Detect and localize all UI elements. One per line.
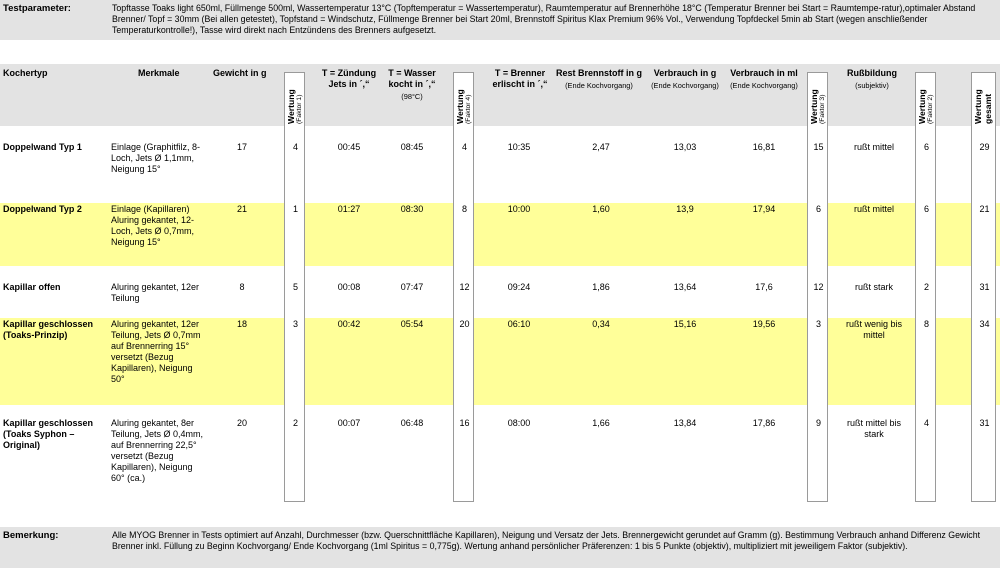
- row-wertung-f3: 3: [815, 319, 821, 329]
- row-wertung-f3: 9: [815, 418, 821, 428]
- header-kochertyp: Kochertyp: [3, 68, 48, 78]
- header-russbildung-sub: (subjektiv): [855, 81, 889, 90]
- row-merkmale: Einlage (Graphitfilz, 8-Loch, Jets Ø 1,1mm, Neigung 15°: [111, 142, 201, 174]
- header-rest-sub: (Ende Kochvorgang): [565, 81, 633, 90]
- row-wertung-f1: 2: [292, 418, 298, 428]
- row-zuendung: 00:07: [337, 418, 361, 428]
- row-wasser: 06:48: [400, 418, 424, 428]
- test-parameters-band: [0, 0, 1000, 40]
- header-russbildung: Rußbildung (subjektiv): [832, 68, 912, 90]
- row-wertung-f1: 5: [292, 282, 298, 292]
- row-rest: 2,47: [592, 142, 610, 152]
- header-verbrauch-g-sub: (Ende Kochvorgang): [651, 81, 719, 90]
- row-rest: 1,86: [592, 282, 610, 292]
- test-parameters-label: Testparameter:: [3, 3, 71, 14]
- row-wasser: 08:45: [400, 142, 424, 152]
- test-parameters-text: Topftasse Toaks light 650ml, Füllmenge 500ml, Wassertemperatur 13°C (Topftemperatur = Wassertemperatur), Raumtemperatur auf Brennerhöhe 18°C (Temperatur Brenner bei Start = Raumtempe-ratur),optimaler Abstand Brenner/ Topf = 30mm (Bei allen getestet), Topfstand = Windschutz, Füllmenge Brenner bei Start 20ml, Brennstoff Spiritus Klax Premium 96% Vol., Verwendung Topfdeckel 5min ab Start (wegen anschließender Temperaturkontrolle!), Tasse wird direkt nach Entzündens des Brenners aufgesetzt.: [112, 3, 976, 35]
- row-zuendung: 00:42: [337, 319, 361, 329]
- row-wertung-f1: 1: [292, 204, 298, 214]
- row-wasser: 07:47: [400, 282, 424, 292]
- row-erlischt: 06:10: [507, 319, 531, 329]
- row-wertung-f1: 3: [292, 319, 298, 329]
- row-wertung-f4: 12: [459, 282, 470, 292]
- remarks-band: [0, 527, 1000, 568]
- row-zuendung: 00:45: [337, 142, 361, 152]
- row-gesamt: 31: [979, 282, 990, 292]
- header-wasser-sub: (98°C): [401, 92, 423, 101]
- row-name: Kapillar offen: [3, 282, 61, 292]
- row-merkmale: Aluring gekantet, 8er Teilung, Jets Ø 0,4mm, auf Brennerring 22,5° versetzt (Bezug Kapillaren), Neigung 60° (ca.): [111, 418, 204, 483]
- row-zuendung: 00:08: [337, 282, 361, 292]
- row-wertung-f2: 8: [923, 319, 929, 329]
- row-rest: 0,34: [592, 319, 610, 329]
- row-name: Doppelwand Typ 1: [3, 142, 82, 152]
- row-russbildung: rußt mittel bis stark: [846, 418, 901, 439]
- row-gewicht: 20: [236, 418, 247, 428]
- row-wertung-f3: 6: [815, 204, 821, 214]
- row-verbrauch-ml: 19,56: [752, 319, 776, 329]
- row-wasser: 08:30: [400, 204, 424, 214]
- header-erlischt: T = Brenner erlischt in ´,“: [492, 68, 548, 89]
- row-wertung-f2: 4: [923, 418, 929, 428]
- row-verbrauch-g: 13,03: [673, 142, 697, 152]
- header-rest: Rest Brennstoff in g (Ende Kochvorgang): [556, 68, 643, 90]
- row-gewicht: 21: [236, 204, 247, 214]
- row-wertung-f3: 12: [813, 282, 824, 292]
- row-rest: 1,60: [592, 204, 610, 214]
- row-gesamt: 21: [979, 204, 990, 214]
- row-erlischt: 10:35: [507, 142, 531, 152]
- row-wertung-f2: 6: [923, 142, 929, 152]
- row-russbildung: rußt wenig bis mittel: [845, 319, 903, 340]
- header-verbrauch-ml: Verbrauch in ml (Ende Kochvorgang): [724, 68, 804, 90]
- row-gesamt: 31: [979, 418, 990, 428]
- row-name: Doppelwand Typ 2: [3, 204, 82, 214]
- row-wertung-f4: 20: [459, 319, 470, 329]
- row-wertung-f2: 6: [923, 204, 929, 214]
- remarks-label: Bemerkung:: [3, 530, 59, 541]
- row-russbildung: rußt mittel: [853, 204, 894, 214]
- row-merkmale: Aluring gekantet, 12er Teilung, Jets Ø 0,7mm auf Brennerring 15° versetzt (Bezug Kapillaren), Neigung 50°: [111, 319, 201, 384]
- row-wertung-f2: 2: [923, 282, 929, 292]
- row-merkmale: Einlage (Kapillaren) Aluring gekantet, 12-Loch, Jets Ø 0,7mm, Neigung 15°: [111, 204, 195, 247]
- row-verbrauch-g: 13,84: [673, 418, 697, 428]
- row-verbrauch-g: 13,64: [673, 282, 697, 292]
- header-verbrauch-ml-sub: (Ende Kochvorgang): [730, 81, 798, 90]
- header-zuendung: T = Zündung Jets in ´,“: [321, 68, 377, 89]
- row-wertung-f4: 16: [459, 418, 470, 428]
- row-name: Kapillar geschlossen (Toaks-Prinzip): [3, 319, 94, 340]
- row-wertung-f1: 4: [292, 142, 298, 152]
- remarks-text: Alle MYOG Brenner in Tests optimiert auf Anzahl, Durchmesser (bzw. Querschnittfläche Kapillaren), Neigung und Versatz der Jets. Brennergewicht gerundet auf Gramm (g). Bestimmung Verbrauch anhand Differenz Gewicht Brenner inkl. Füllung zu Beginn Kochvorgang/ Ende Kochvorgang (1ml Spiritus = 0,775g). Wertung anhand persönlicher Präferenzen: 1 bis 5 Punkte (objektiv), multipliziert mit jeweiligem Faktor (subjektiv).: [112, 530, 981, 551]
- header-wasser: T = Wasser kocht in ´,“ (98°C): [384, 68, 440, 101]
- row-russbildung: rußt mittel: [853, 142, 894, 152]
- row-erlischt: 09:24: [507, 282, 531, 292]
- header-merkmale: Merkmale: [138, 68, 180, 78]
- row-russbildung: rußt stark: [854, 282, 893, 292]
- row-rest: 1,66: [592, 418, 610, 428]
- row-erlischt: 10:00: [507, 204, 531, 214]
- row-merkmale: Aluring gekantet, 12er Teilung: [111, 282, 200, 303]
- row-verbrauch-ml: 17,6: [755, 282, 773, 292]
- header-gewicht: Gewicht in g: [213, 68, 267, 78]
- row-gesamt: 34: [979, 319, 990, 329]
- row-zuendung: 01:27: [337, 204, 361, 214]
- row-gesamt: 29: [979, 142, 990, 152]
- row-erlischt: 08:00: [507, 418, 531, 428]
- row-verbrauch-ml: 16,81: [752, 142, 776, 152]
- header-verbrauch-g: Verbrauch in g (Ende Kochvorgang): [646, 68, 724, 90]
- row-wertung-f3: 15: [813, 142, 824, 152]
- row-verbrauch-g: 13,9: [676, 204, 694, 214]
- row-wertung-f4: 4: [461, 142, 467, 152]
- row-verbrauch-g: 15,16: [673, 319, 697, 329]
- row-wertung-f4: 8: [461, 204, 467, 214]
- row-wasser: 05:54: [400, 319, 424, 329]
- row-verbrauch-ml: 17,94: [752, 204, 776, 214]
- row-verbrauch-ml: 17,86: [752, 418, 776, 428]
- row-gewicht: 8: [239, 282, 245, 292]
- row-name: Kapillar geschlossen (Toaks Syphon – Original): [3, 418, 94, 450]
- row-gewicht: 17: [236, 142, 247, 152]
- row-gewicht: 18: [236, 319, 247, 329]
